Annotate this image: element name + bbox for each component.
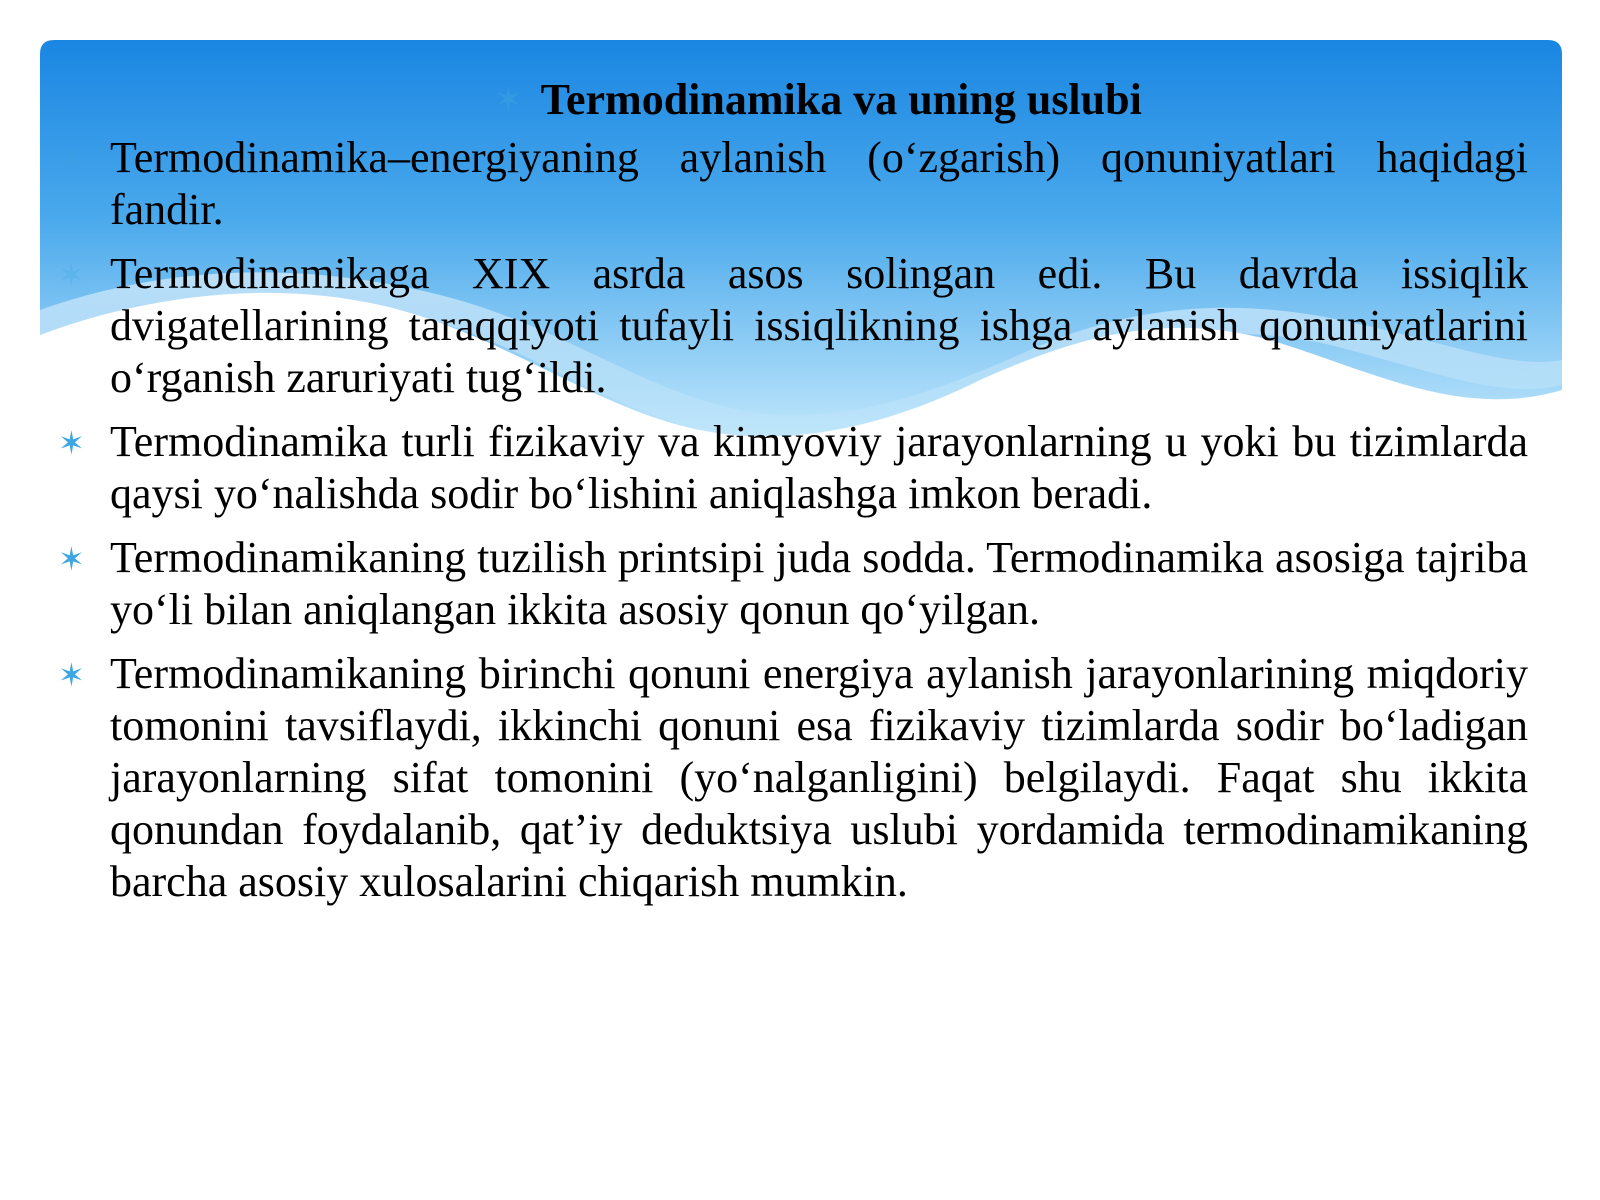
asterisk-icon: ✶ <box>58 140 85 178</box>
asterisk-icon: ✶ <box>58 656 85 694</box>
bullet-item <box>58 532 1528 646</box>
asterisk-icon: ✶ <box>58 424 85 462</box>
bullet-text: Termodinamika turli fizikaviy va kimyoviy jarayonlarning u yoki bu tizimlarda qaysi yo‘nalishda sodir bo‘lishini aniqlashga imkon beradi. <box>110 417 1528 518</box>
bullet-text: Termodinamikaga XIX asrda asos solingan edi. Bu davrda issiqlik dvigatellarining taraqqiyoti tufayli issiqlikning ishga aylanish qonuniyatlarini o‘rganish zaruriyati tug‘ildi. <box>110 249 1528 402</box>
bullet-text: Termodinamikaning tuzilish printsipi juda sodda. Termodinamika asosiga tajriba yo‘li bilan aniqlangan ikkita asosiy qonun qo‘yilgan. <box>110 533 1528 634</box>
asterisk-icon: ✶ <box>58 540 85 578</box>
bullet-item <box>58 132 1528 246</box>
slide-title-text: Termodinamika va uning uslubi <box>540 75 1142 124</box>
bullet-text: Termodinamikaning birinchi qonuni energiya aylanish jarayonlarining miqdoriy tomonini tavsiflaydi, ikkinchi qonuni esa fizikaviy tizimlarda sodir bo‘ladigan jarayonlarning sifat tomonini (yo‘nalganligini) belgilaydi. Faqat shu ikkita qonundan foydalanib, qat’iy deduktsiya uslubi yordamida termodinamikaning barcha asosiy xulosalarini chiqarish mumkin. <box>110 649 1528 906</box>
bullet-item <box>58 416 1528 530</box>
slide-content <box>58 70 1528 918</box>
asterisk-icon: ✶ <box>58 256 85 294</box>
slide-title <box>108 70 1528 130</box>
bullet-item <box>58 248 1528 414</box>
bullet-text: Termodinamika–energiyaning aylanish (o‘zgarish) qonuniyatlari haqidagi fandir. <box>110 133 1528 234</box>
asterisk-icon: ✶ <box>494 80 523 120</box>
bullet-item <box>58 648 1528 918</box>
